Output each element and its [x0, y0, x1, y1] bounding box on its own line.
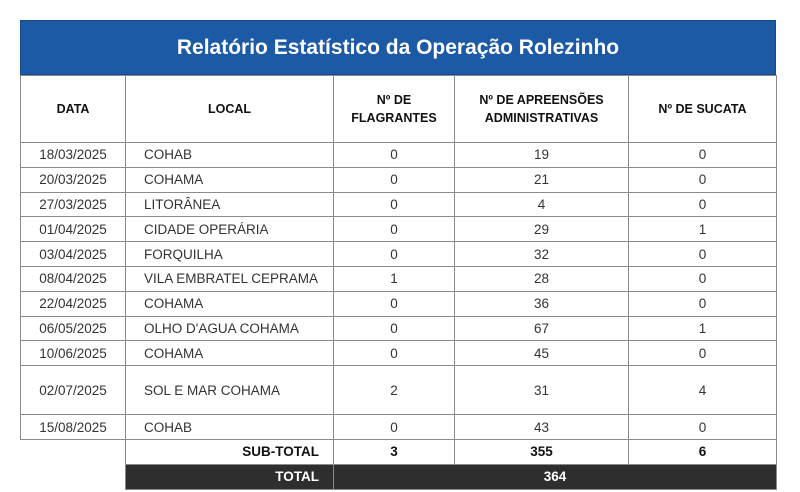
table-row [21, 316, 777, 341]
header-apreensoes [455, 76, 629, 143]
table-row [21, 192, 777, 217]
cell-apreensoes: 19 [455, 143, 629, 168]
cell-apreensoes: 21 [455, 167, 629, 192]
table-body [21, 143, 777, 490]
table-row [21, 366, 777, 415]
subtotal-flagrantes: 3 [334, 439, 455, 464]
cell-sucata: 0 [629, 167, 777, 192]
cell-flagrantes: 0 [334, 167, 455, 192]
table-row [21, 242, 777, 267]
cell-flagrantes: 0 [334, 192, 455, 217]
cell-date: 02/07/2025 [21, 366, 126, 415]
cell-sucata: 0 [629, 242, 777, 267]
cell-apreensoes: 45 [455, 341, 629, 366]
cell-flagrantes: 0 [334, 291, 455, 316]
header-apreensoes-line1: Nº DE APREENSÕES [479, 93, 604, 107]
table-row [21, 266, 777, 291]
header-flagrantes-line1: Nº DE [376, 93, 412, 107]
cell-apreensoes: 32 [455, 242, 629, 267]
header-local: LOCAL [126, 76, 334, 143]
cell-local: COHAB [126, 143, 334, 168]
header-sucata: Nº DE SUCATA [629, 76, 777, 143]
header-flagrantes-line2: FLAGRANTES [351, 111, 437, 125]
cell-apreensoes: 28 [455, 266, 629, 291]
cell-sucata: 0 [629, 341, 777, 366]
cell-date: 10/06/2025 [21, 341, 126, 366]
cell-local: LITORÂNEA [126, 192, 334, 217]
cell-date: 03/04/2025 [21, 242, 126, 267]
cell-sucata: 0 [629, 143, 777, 168]
total-label: TOTAL [126, 464, 334, 489]
stats-table [20, 75, 777, 490]
cell-sucata: 0 [629, 192, 777, 217]
cell-date: 08/04/2025 [21, 266, 126, 291]
cell-flagrantes: 0 [334, 242, 455, 267]
table-row [21, 291, 777, 316]
cell-apreensoes: 4 [455, 192, 629, 217]
cell-apreensoes: 36 [455, 291, 629, 316]
cell-local: COHAMA [126, 341, 334, 366]
cell-sucata: 0 [629, 415, 777, 440]
cell-flagrantes: 0 [334, 341, 455, 366]
cell-flagrantes: 1 [334, 266, 455, 291]
cell-flagrantes: 0 [334, 415, 455, 440]
cell-local: COHAB [126, 415, 334, 440]
cell-flagrantes: 2 [334, 366, 455, 415]
report-title: Relatório Estatístico da Operação Rolezinho [20, 20, 776, 75]
cell-apreensoes: 31 [455, 366, 629, 415]
subtotal-apreensoes: 355 [455, 439, 629, 464]
report [20, 20, 776, 490]
cell-apreensoes: 43 [455, 415, 629, 440]
subtotal-spacer [21, 439, 126, 464]
header-flagrantes [334, 76, 455, 143]
cell-sucata: 0 [629, 266, 777, 291]
cell-local: OLHO D'AGUA COHAMA [126, 316, 334, 341]
total-spacer [21, 464, 126, 489]
header-date: DATA [21, 76, 126, 143]
cell-sucata: 1 [629, 217, 777, 242]
cell-date: 27/03/2025 [21, 192, 126, 217]
total-value: 364 [334, 464, 777, 489]
cell-apreensoes: 67 [455, 316, 629, 341]
cell-local: COHAMA [126, 291, 334, 316]
cell-sucata: 1 [629, 316, 777, 341]
cell-flagrantes: 0 [334, 316, 455, 341]
table-row [21, 217, 777, 242]
cell-date: 01/04/2025 [21, 217, 126, 242]
cell-date: 15/08/2025 [21, 415, 126, 440]
table-row [21, 167, 777, 192]
cell-date: 22/04/2025 [21, 291, 126, 316]
table-row [21, 415, 777, 440]
cell-sucata: 0 [629, 291, 777, 316]
subtotal-label: SUB-TOTAL [126, 439, 334, 464]
table-row [21, 341, 777, 366]
cell-date: 20/03/2025 [21, 167, 126, 192]
table-header-row [21, 76, 777, 143]
total-row [21, 464, 777, 489]
cell-date: 06/05/2025 [21, 316, 126, 341]
cell-sucata: 4 [629, 366, 777, 415]
cell-local: VILA EMBRATEL CEPRAMA [126, 266, 334, 291]
cell-local: CIDADE OPERÁRIA [126, 217, 334, 242]
cell-flagrantes: 0 [334, 143, 455, 168]
cell-local: COHAMA [126, 167, 334, 192]
subtotal-row [21, 439, 777, 464]
header-apreensoes-line2: ADMINISTRATIVAS [484, 111, 599, 125]
cell-apreensoes: 29 [455, 217, 629, 242]
subtotal-sucata: 6 [629, 439, 777, 464]
table-row [21, 143, 777, 168]
cell-local: FORQUILHA [126, 242, 334, 267]
cell-local: SOL E MAR COHAMA [126, 366, 334, 415]
cell-date: 18/03/2025 [21, 143, 126, 168]
cell-flagrantes: 0 [334, 217, 455, 242]
